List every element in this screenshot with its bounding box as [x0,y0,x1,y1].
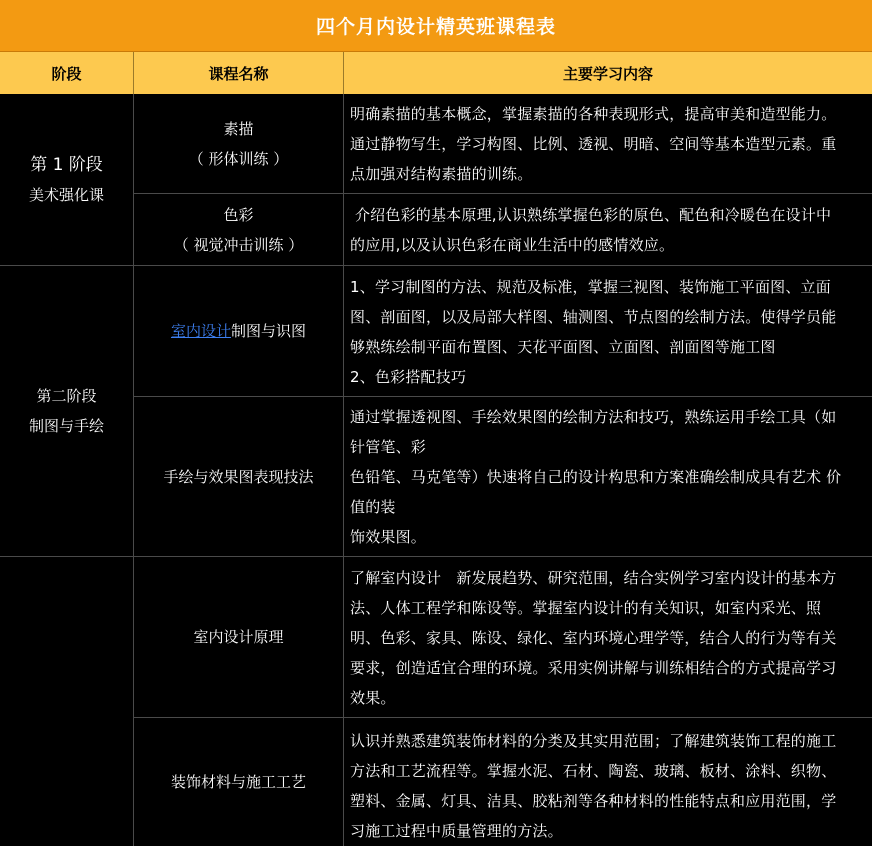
header-stage: 阶段 [0,52,134,94]
header-course-name: 课程名称 [134,52,344,94]
content-principles: 了解室内设计 新发展趋势、研究范围，结合实例学习室内设计的基本方 法、人体工程学和陈设等。掌握室内设计的有关知识，如室内采光、照 明、色彩、家具、陈设、绿化、室内环境心理学等，结合人的行为等有关 要求，创造适宜合理的环境。采用实例讲解与训练相结合的方式提高学习 效果。 [344,557,872,718]
course-drafting-name [171,316,306,346]
course-principles-cell [134,557,344,718]
course-drafting-cell [134,266,344,397]
course-drafting-rest: 制图与识图 [231,322,307,340]
course-color-cell [134,194,344,266]
table-title: 四个月内设计精英班课程表 [0,0,872,52]
stage-2-title: 第二阶段 [36,387,97,405]
stage-1-title: 第 1 阶段 [30,154,103,175]
course-handdrawing-name: 手绘与效果图表现技法 [163,467,314,486]
course-color-name: 色彩 [223,205,254,224]
course-sketch-cell [134,94,344,194]
course-principles-name: 室内设计原理 [193,628,284,646]
stage-3-cell [0,557,134,846]
content-drafting: 1、学习制图的方法、规范及标准，掌握三视图、装饰施工平面图、立面 图、剖面图，以及局部大样图、轴测图、节点图的绘制方法。使得学员能 够熟练绘制平面布置图、天花平面图、立面图、剖面图等施工图 2、色彩搭配技巧 [344,266,872,397]
course-sketch-note: （ 形体训练 ） [188,149,289,168]
course-color-note: （ 视觉冲击训练 ） [173,235,304,254]
interior-design-link[interactable]: 室内设计 [170,322,231,340]
course-materials-name: 装饰材料与施工工艺 [170,773,306,791]
header-content: 主要学习内容 [562,64,653,83]
table-header-row [0,52,872,94]
content-handdrawing: 通过掌握透视图、手绘效果图的绘制方法和技巧，熟练运用手绘工具（如 针管笔、彩 色铅笔、马克笔等）快速将自己的设计构思和方案准确绘制成具有艺术 价 值的装 饰效果图。 [344,397,872,557]
stage-1-cell [0,94,134,266]
stage-2-subtitle: 制图与手绘 [28,417,104,435]
course-handdrawing-cell [134,397,344,557]
stage-1-subtitle: 美术强化课 [28,185,104,204]
content-color: 介绍色彩的基本原理,认识熟练掌握色彩的原色、配色和冷暖色在设计中 的应用,以及认识色彩在商业生活中的感情效应。 [344,194,872,266]
content-materials: 认识并熟悉建筑装饰材料的分类及其实用范围；了解建筑装饰工程的施工 方法和工艺流程等。掌握水泥、石材、陶瓷、玻璃、板材、涂料、织物、 塑料、金属、灯具、洁具、胶粘剂等各种材料的性能特点和应用范围，学 习施工过程中质量管理的方法。 [350,732,837,840]
content-sketch: 明确素描的基本概念，掌握素描的各种表现形式，提高审美和造型能力。 通过静物写生，学习构图、比例、透视、明暗、空间等基本造型元素。重 点加强对结构素描的训练。 [344,94,872,194]
stage-2-cell [0,266,134,557]
course-materials-cell [134,718,344,846]
course-sketch-name: 素描 [223,119,254,138]
